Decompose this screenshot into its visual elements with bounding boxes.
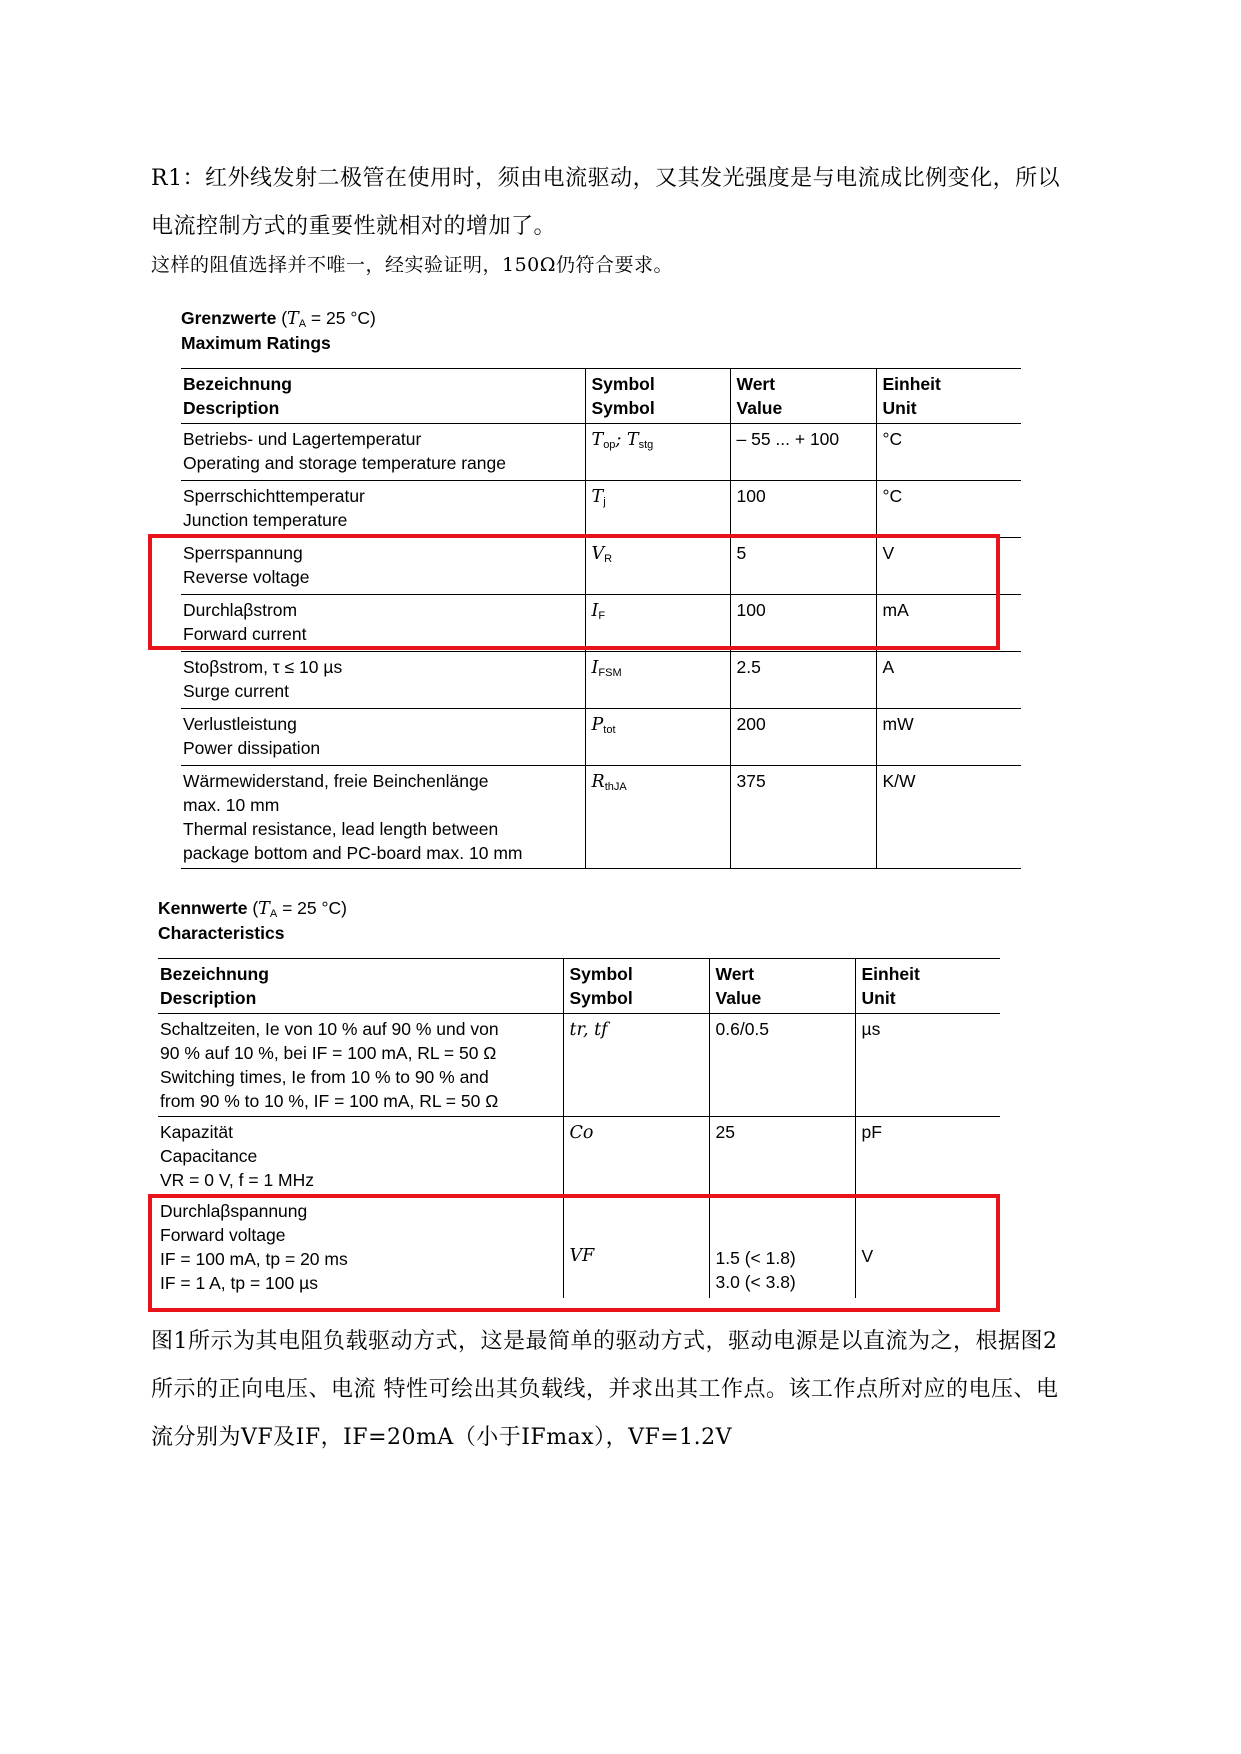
table-row: Wärmewiderstand, freie Beinchenlänge max. 10 mm Thermal resistance, lead length between package bottom and PC-board max. 10 mm $R_{thJA}$ 375 K/W [181,766,1021,869]
table-row: Betriebs- und Lagertemperatur Operating and storage temperature range $T_{op}$; $T_{stg}$ – 55 ... + 100 °C [181,424,1021,481]
max-ratings-header: Bezeichnung Description Symbol Symbol Wert Value Einheit Unit [181,369,1021,424]
table-row: Verlustleistung Power dissipation $P_{tot}$ 200 mW [181,709,1021,766]
outro-paragraph [151,1318,1151,1462]
table-row: Kapazität Capacitance VR = 0 V, f = 1 MHz Co 25 pF [158,1117,1000,1196]
table-row: Sperrschichttemperatur Junction temperature $T_j$ 100 °C [181,481,1021,538]
intro-paragraph [151,155,1151,251]
outro-line-3: 流分别为VF及IF，IF=20mA（小于IFmax），VF=1.2V [151,1425,733,1450]
characteristics-subtitle: Characteristics [158,923,285,943]
characteristics-header: Bezeichnung Description Symbol Symbol Wert Value Einheit Unit [158,959,1000,1014]
intro-note: 这样的阻值选择并不唯一，经实验证明，150Ω仍符合要求。 [151,254,674,276]
highlight-box-max-ratings [148,534,1000,650]
table-row: Durchlaβspannung Forward voltage IF = 100 mA, tp = 20 ms IF = 1 A, tp = 100 µs VF 1.5 (< 1.8) 3.0 (< 3.8) V [158,1196,1000,1299]
max-ratings-title: Grenzwerte ($T_A = 25$ °C) [181,308,376,330]
outro-line-1: 图1所示为其电阻负载驱动方式，这是最简单的驱动方式，驱动电源是以直流为之，根据图2 [151,1329,1058,1354]
intro-line-1: R1：红外线发射二极管在使用时，须由电流驱动，又其发光强度是与电流成比例变化，所以 [151,166,1061,191]
characteristics-title: Kennwerte ($T_A = 25$ °C) [158,898,347,920]
table-row: Stoβstrom, τ ≤ 10 µs Surge current $I_{FSM}$ 2.5 A [181,652,1021,709]
table-row: Durchlaβstrom Forward current $I_F$ 100 mA [181,595,1021,652]
max-ratings-subtitle: Maximum Ratings [181,333,331,353]
highlight-box-forward-voltage [148,1194,1000,1312]
outro-line-2: 所示的正向电压、电流 特性可绘出其负载线，并求出其工作点。该工作点所对应的电压、电 [151,1377,1059,1402]
table-row: Sperrspannung Reverse voltage $V_R$ 5 V [181,538,1021,595]
intro-line-2: 电流控制方式的重要性就相对的增加了。 [151,214,557,239]
table-row: Schaltzeiten, Ie von 10 % auf 90 % und von 90 % auf 10 %, bei IF = 100 mA, RL = 50 Ω Switching times, Ie from 10 % to 90 % and from 90 % to 10 %, IF = 100 mA, RL = 50 Ω tr, tf 0.6/0.5 µs [158,1014,1000,1117]
